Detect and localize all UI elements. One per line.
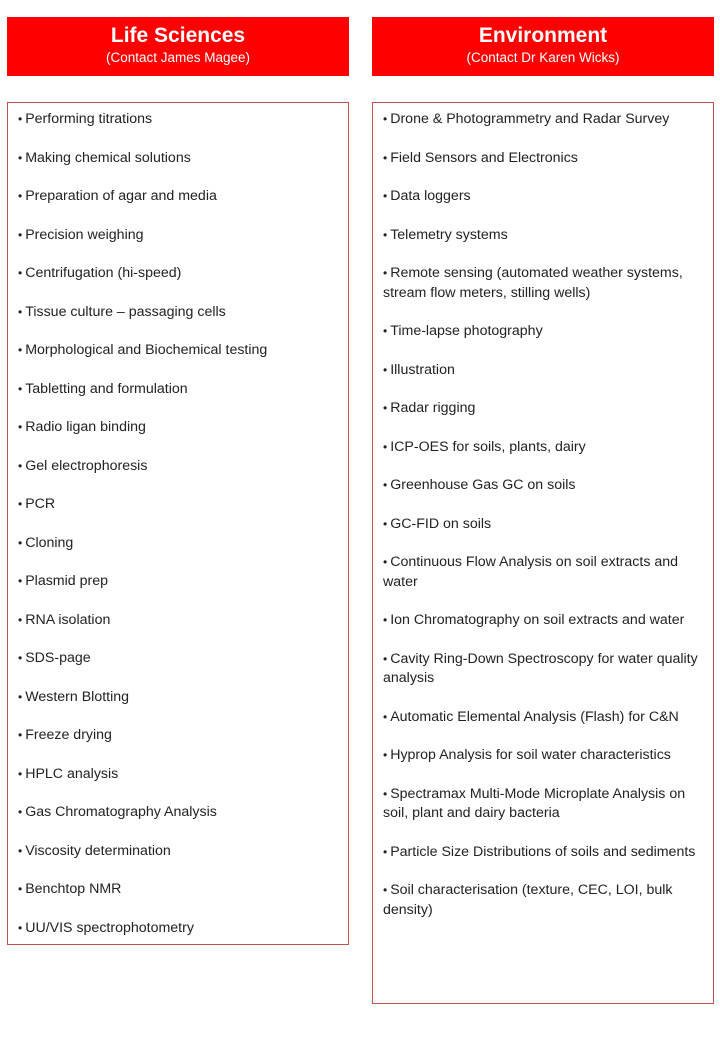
- list-item: [18, 765, 338, 785]
- list-item-text: Gel electrophoresis: [25, 457, 148, 474]
- list-item-text: HPLC analysis: [25, 765, 119, 782]
- bullet-icon: •: [18, 651, 23, 665]
- list-item-text: Centrifugation (hi-speed): [25, 265, 182, 281]
- list-item-text: Greenhouse Gas GC on soils: [390, 477, 576, 493]
- life-sciences-list: [18, 110, 338, 938]
- bullet-icon: •: [383, 844, 388, 859]
- life-sciences-header: [7, 17, 349, 76]
- bullet-icon: •: [383, 324, 388, 338]
- bullet-icon: •: [18, 266, 23, 280]
- list-item: [18, 149, 338, 169]
- bullet-icon: •: [383, 555, 388, 569]
- list-item: [383, 322, 703, 342]
- list-item-text: Soil characterisation (texture, CEC, LOI, bulk density): [383, 882, 673, 918]
- bullet-icon: •: [18, 150, 23, 165]
- bullet-icon: •: [18, 689, 23, 704]
- bullet-icon: •: [383, 651, 388, 666]
- life-sciences-list-box: [7, 102, 349, 945]
- list-item: [18, 303, 338, 323]
- list-item-text: GC-FID on soils: [390, 515, 492, 532]
- list-item-text: Drone & Photogrammetry and Radar Survey: [390, 111, 670, 127]
- list-item: [383, 476, 703, 496]
- list-item: [383, 746, 703, 766]
- list-item-text: SDS-page: [25, 650, 91, 666]
- list-item: [383, 110, 703, 130]
- list-item-text: Data loggers: [390, 188, 471, 204]
- life-sciences-column: [7, 17, 349, 945]
- bullet-icon: •: [383, 227, 388, 242]
- bullet-icon: •: [18, 574, 23, 588]
- list-item-text: Time-lapse photography: [390, 323, 543, 339]
- environment-list-box: [372, 102, 714, 1004]
- bullet-icon: •: [18, 728, 23, 742]
- bullet-icon: •: [18, 304, 23, 319]
- list-item-text: Continuous Flow Analysis on soil extracts and water: [383, 554, 679, 590]
- list-item: [18, 457, 338, 477]
- list-item-text: Performing titrations: [25, 111, 153, 127]
- list-item-text: PCR: [25, 496, 56, 512]
- list-item-text: Remote sensing (automated weather systems, stream flow meters, stilling wells): [383, 265, 683, 301]
- bullet-icon: •: [18, 420, 23, 434]
- bullet-icon: •: [18, 458, 23, 473]
- bullet-icon: •: [18, 227, 23, 242]
- list-item-text: Making chemical solutions: [25, 149, 191, 166]
- list-item-text: UU/VIS spectrophotometry: [25, 919, 194, 936]
- list-item: [18, 341, 338, 361]
- bullet-icon: •: [383, 478, 388, 492]
- list-item: [18, 611, 338, 631]
- list-item: [18, 842, 338, 862]
- bullet-icon: •: [18, 805, 23, 819]
- list-item: [18, 726, 338, 746]
- list-item-text: Cavity Ring-Down Spectroscopy for water quality analysis: [383, 650, 698, 686]
- list-item-text: Hyprop Analysis for soil water characteristics: [390, 747, 671, 763]
- list-item-text: Spectramax Multi-Mode Microplate Analysis on soil, plant and dairy bacteria: [383, 785, 686, 821]
- list-item-text: Benchtop NMR: [25, 881, 122, 897]
- bullet-icon: •: [383, 709, 388, 724]
- list-item: [383, 515, 703, 535]
- bullet-icon: •: [383, 883, 388, 897]
- bullet-icon: •: [383, 189, 388, 203]
- bullet-icon: •: [18, 189, 23, 203]
- list-item-text: Tabletting and formulation: [25, 380, 188, 397]
- list-item: [383, 226, 703, 246]
- life-sciences-contact: (Contact James Magee): [105, 50, 251, 65]
- list-item: [383, 708, 703, 728]
- list-item-text: Ion Chromatography on soil extracts and water: [390, 612, 685, 628]
- bullet-icon: •: [18, 882, 23, 896]
- list-item-text: ICP-OES for soils, plants, dairy: [390, 438, 586, 455]
- list-item: [18, 418, 338, 438]
- list-item-text: Western Blotting: [25, 688, 130, 705]
- list-item: [18, 226, 338, 246]
- bullet-icon: •: [383, 362, 388, 377]
- bullet-icon: •: [383, 150, 388, 165]
- list-item: [383, 881, 703, 920]
- environment-header: [372, 17, 714, 76]
- list-item: [383, 843, 703, 863]
- list-item-text: RNA isolation: [25, 611, 111, 628]
- list-item: [383, 149, 703, 169]
- bullet-icon: •: [18, 843, 23, 858]
- bullet-icon: •: [18, 766, 23, 781]
- bullet-icon: •: [383, 748, 388, 762]
- bullet-icon: •: [383, 516, 388, 531]
- list-item: [383, 187, 703, 207]
- bullet-icon: •: [18, 343, 23, 357]
- bullet-icon: •: [18, 612, 23, 627]
- bullet-icon: •: [383, 112, 388, 126]
- bullet-icon: •: [383, 266, 388, 280]
- list-item: [18, 688, 338, 708]
- list-item-text: Freeze drying: [25, 727, 112, 743]
- list-item-text: Preparation of agar and media: [25, 188, 217, 204]
- list-item: [383, 438, 703, 458]
- list-item: [18, 110, 338, 130]
- list-item: [18, 534, 338, 554]
- list-item-text: Illustration: [390, 361, 455, 378]
- list-item: [18, 495, 338, 515]
- environment-title: Environment: [478, 24, 608, 47]
- list-item: [18, 803, 338, 823]
- list-item-text: Particle Size Distributions of soils and sediments: [390, 843, 696, 860]
- bullet-icon: •: [383, 401, 388, 415]
- list-item: [18, 919, 338, 939]
- list-item: [18, 880, 338, 900]
- life-sciences-title: Life Sciences: [110, 24, 246, 47]
- environment-contact: (Contact Dr Karen Wicks): [466, 50, 620, 65]
- bullet-icon: •: [18, 112, 23, 126]
- bullet-icon: •: [18, 535, 23, 550]
- environment-list: [383, 110, 703, 920]
- list-item: [18, 187, 338, 207]
- list-item-text: Radar rigging: [390, 400, 476, 416]
- list-item: [18, 649, 338, 669]
- bullet-icon: •: [383, 786, 388, 801]
- list-item: [18, 572, 338, 592]
- list-item-text: Field Sensors and Electronics: [390, 149, 578, 166]
- list-item-text: Cloning: [25, 534, 74, 551]
- list-item-text: Plasmid prep: [25, 573, 109, 589]
- bullet-icon: •: [18, 497, 23, 511]
- list-item: [383, 264, 703, 303]
- list-item-text: Radio ligan binding: [25, 419, 146, 435]
- bullet-icon: •: [383, 613, 388, 627]
- bullet-icon: •: [18, 381, 23, 396]
- list-item-text: Telemetry systems: [390, 226, 508, 243]
- list-item: [383, 611, 703, 631]
- list-item-text: Tissue culture – passaging cells: [25, 303, 226, 320]
- bullet-icon: •: [18, 920, 23, 935]
- list-item-text: Viscosity determination: [25, 842, 171, 859]
- list-item: [383, 361, 703, 381]
- list-item-text: Gas Chromatography Analysis: [25, 804, 217, 820]
- list-item: [18, 380, 338, 400]
- list-item-text: Morphological and Biochemical testing: [25, 342, 268, 358]
- list-item-text: Automatic Elemental Analysis (Flash) for C&N: [390, 708, 679, 725]
- list-item: [383, 399, 703, 419]
- list-item: [383, 785, 703, 824]
- list-item-text: Precision weighing: [25, 226, 144, 243]
- bullet-icon: •: [383, 439, 388, 454]
- list-item: [383, 650, 703, 689]
- list-item: [18, 264, 338, 284]
- environment-column: [372, 17, 714, 1004]
- list-item: [383, 553, 703, 592]
